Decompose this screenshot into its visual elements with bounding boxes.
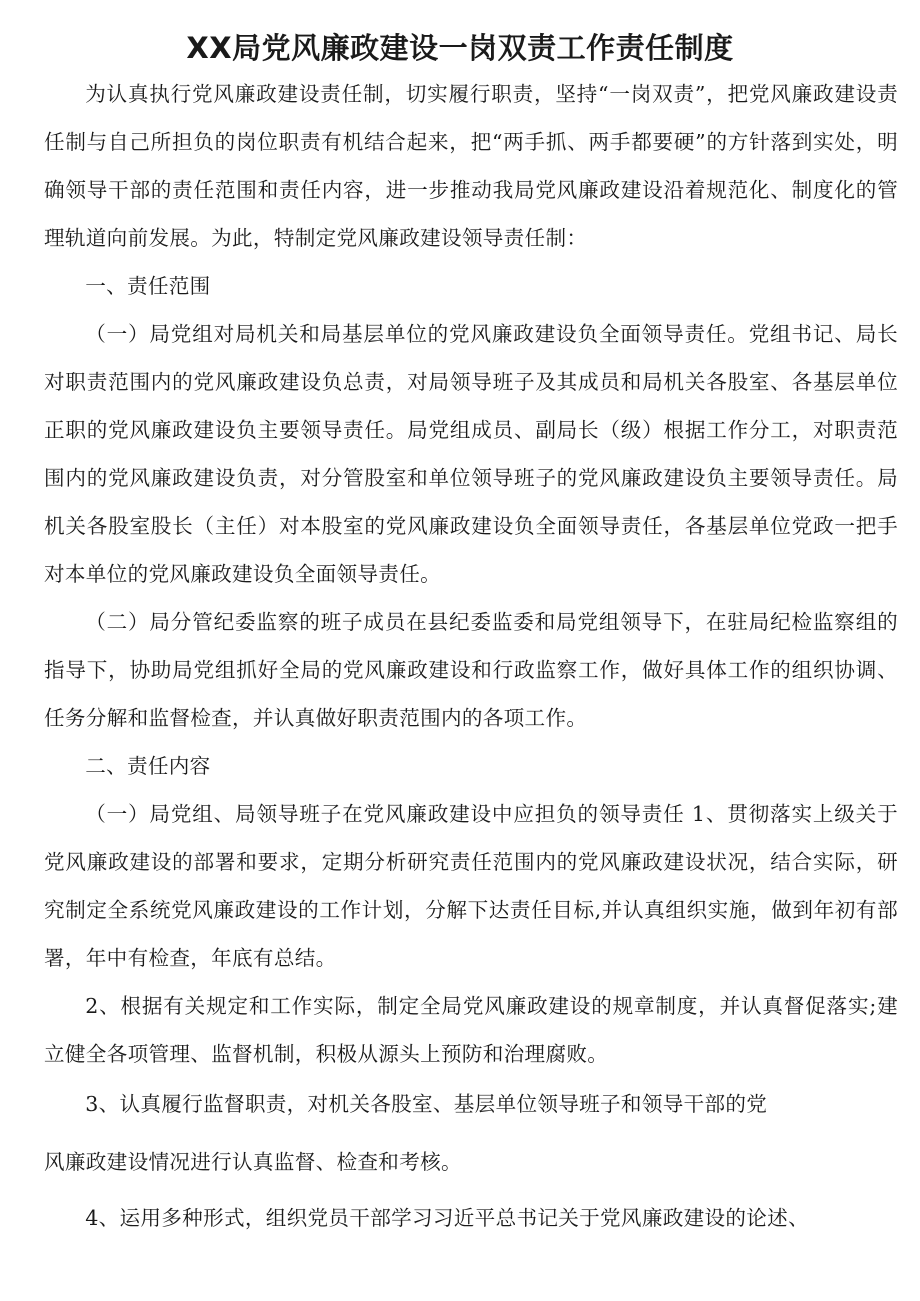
document-title: XX局党风廉政建设一岗双责工作责任制度 bbox=[186, 31, 734, 65]
section-heading-content: 二、责任内容 bbox=[85, 754, 211, 778]
intro-paragraph: 为认真执行党风廉政建设责任制，切实履行职责，坚持“一岗双责”，把党风廉政建设责任制与自己所担负的岗位职责有机结合起来，把“两手抓、两手都要硬”的方针落到实处，明确领导干部的责任范围和责任内容，进一步推动我局党风廉政建设沿着规范化、制度化的管理轨道向前发展。为此，特制定党风廉政建设领导责任制： bbox=[44, 82, 898, 250]
content-paragraph-3-line-2: 风廉政建设情况进行认真监督、检查和考核。 bbox=[44, 1150, 462, 1174]
section-heading-scope: 一、责任范围 bbox=[85, 274, 211, 298]
content-paragraph-1: （一）局党组、局领导班子在党风廉政建设中应担负的领导责任 1、贯彻落实上级关于党风廉政建设的部署和要求，定期分析研究责任范围内的党风廉政建设状况，结合实际，研究制定全系统党风廉政建设的工作计划，分解下达责任目标,并认真组织实施，做到年初有部署，年中有检查，年底有总结。 bbox=[44, 802, 898, 970]
scope-paragraph-2: （二）局分管纪委监察的班子成员在县纪委监委和局党组领导下，在驻局纪检监察组的指导下，协助局党组抓好全局的党风廉政建设和行政监察工作，做好具体工作的组织协调、任务分解和监督检查，并认真做好职责范围内的各项工作。 bbox=[44, 610, 898, 730]
content-paragraph-4: 4、运用多种形式，组织党员干部学习习近平总书记关于党风廉政建设的论述、 bbox=[85, 1206, 809, 1230]
scope-paragraph-1: （一）局党组对局机关和局基层单位的党风廉政建设负全面领导责任。党组书记、局长对职责范围内的党风廉政建设负总责，对局领导班子及其成员和局机关各股室、各基层单位正职的党风廉政建设负主要领导责任。局党组成员、副局长（级）根据工作分工，对职责范围内的党风廉政建设负责，对分管股室和单位领导班子的党风廉政建设负主要领导责任。局机关各股室股长（主任）对本股室的党风廉政建设负全面领导责任，各基层单位党政一把手对本单位的党风廉政建设负全面领导责任。 bbox=[44, 322, 898, 586]
content-paragraph-2: 2、根据有关规定和工作实际，制定全局党风廉政建设的规章制度，并认真督促落实;建立健全各项管理、监督机制，积极从源头上预防和治理腐败。 bbox=[44, 994, 898, 1066]
content-paragraph-3-line-1: 3、认真履行监督职责，对机关各股室、基层单位领导班子和领导干部的党 bbox=[85, 1092, 768, 1116]
